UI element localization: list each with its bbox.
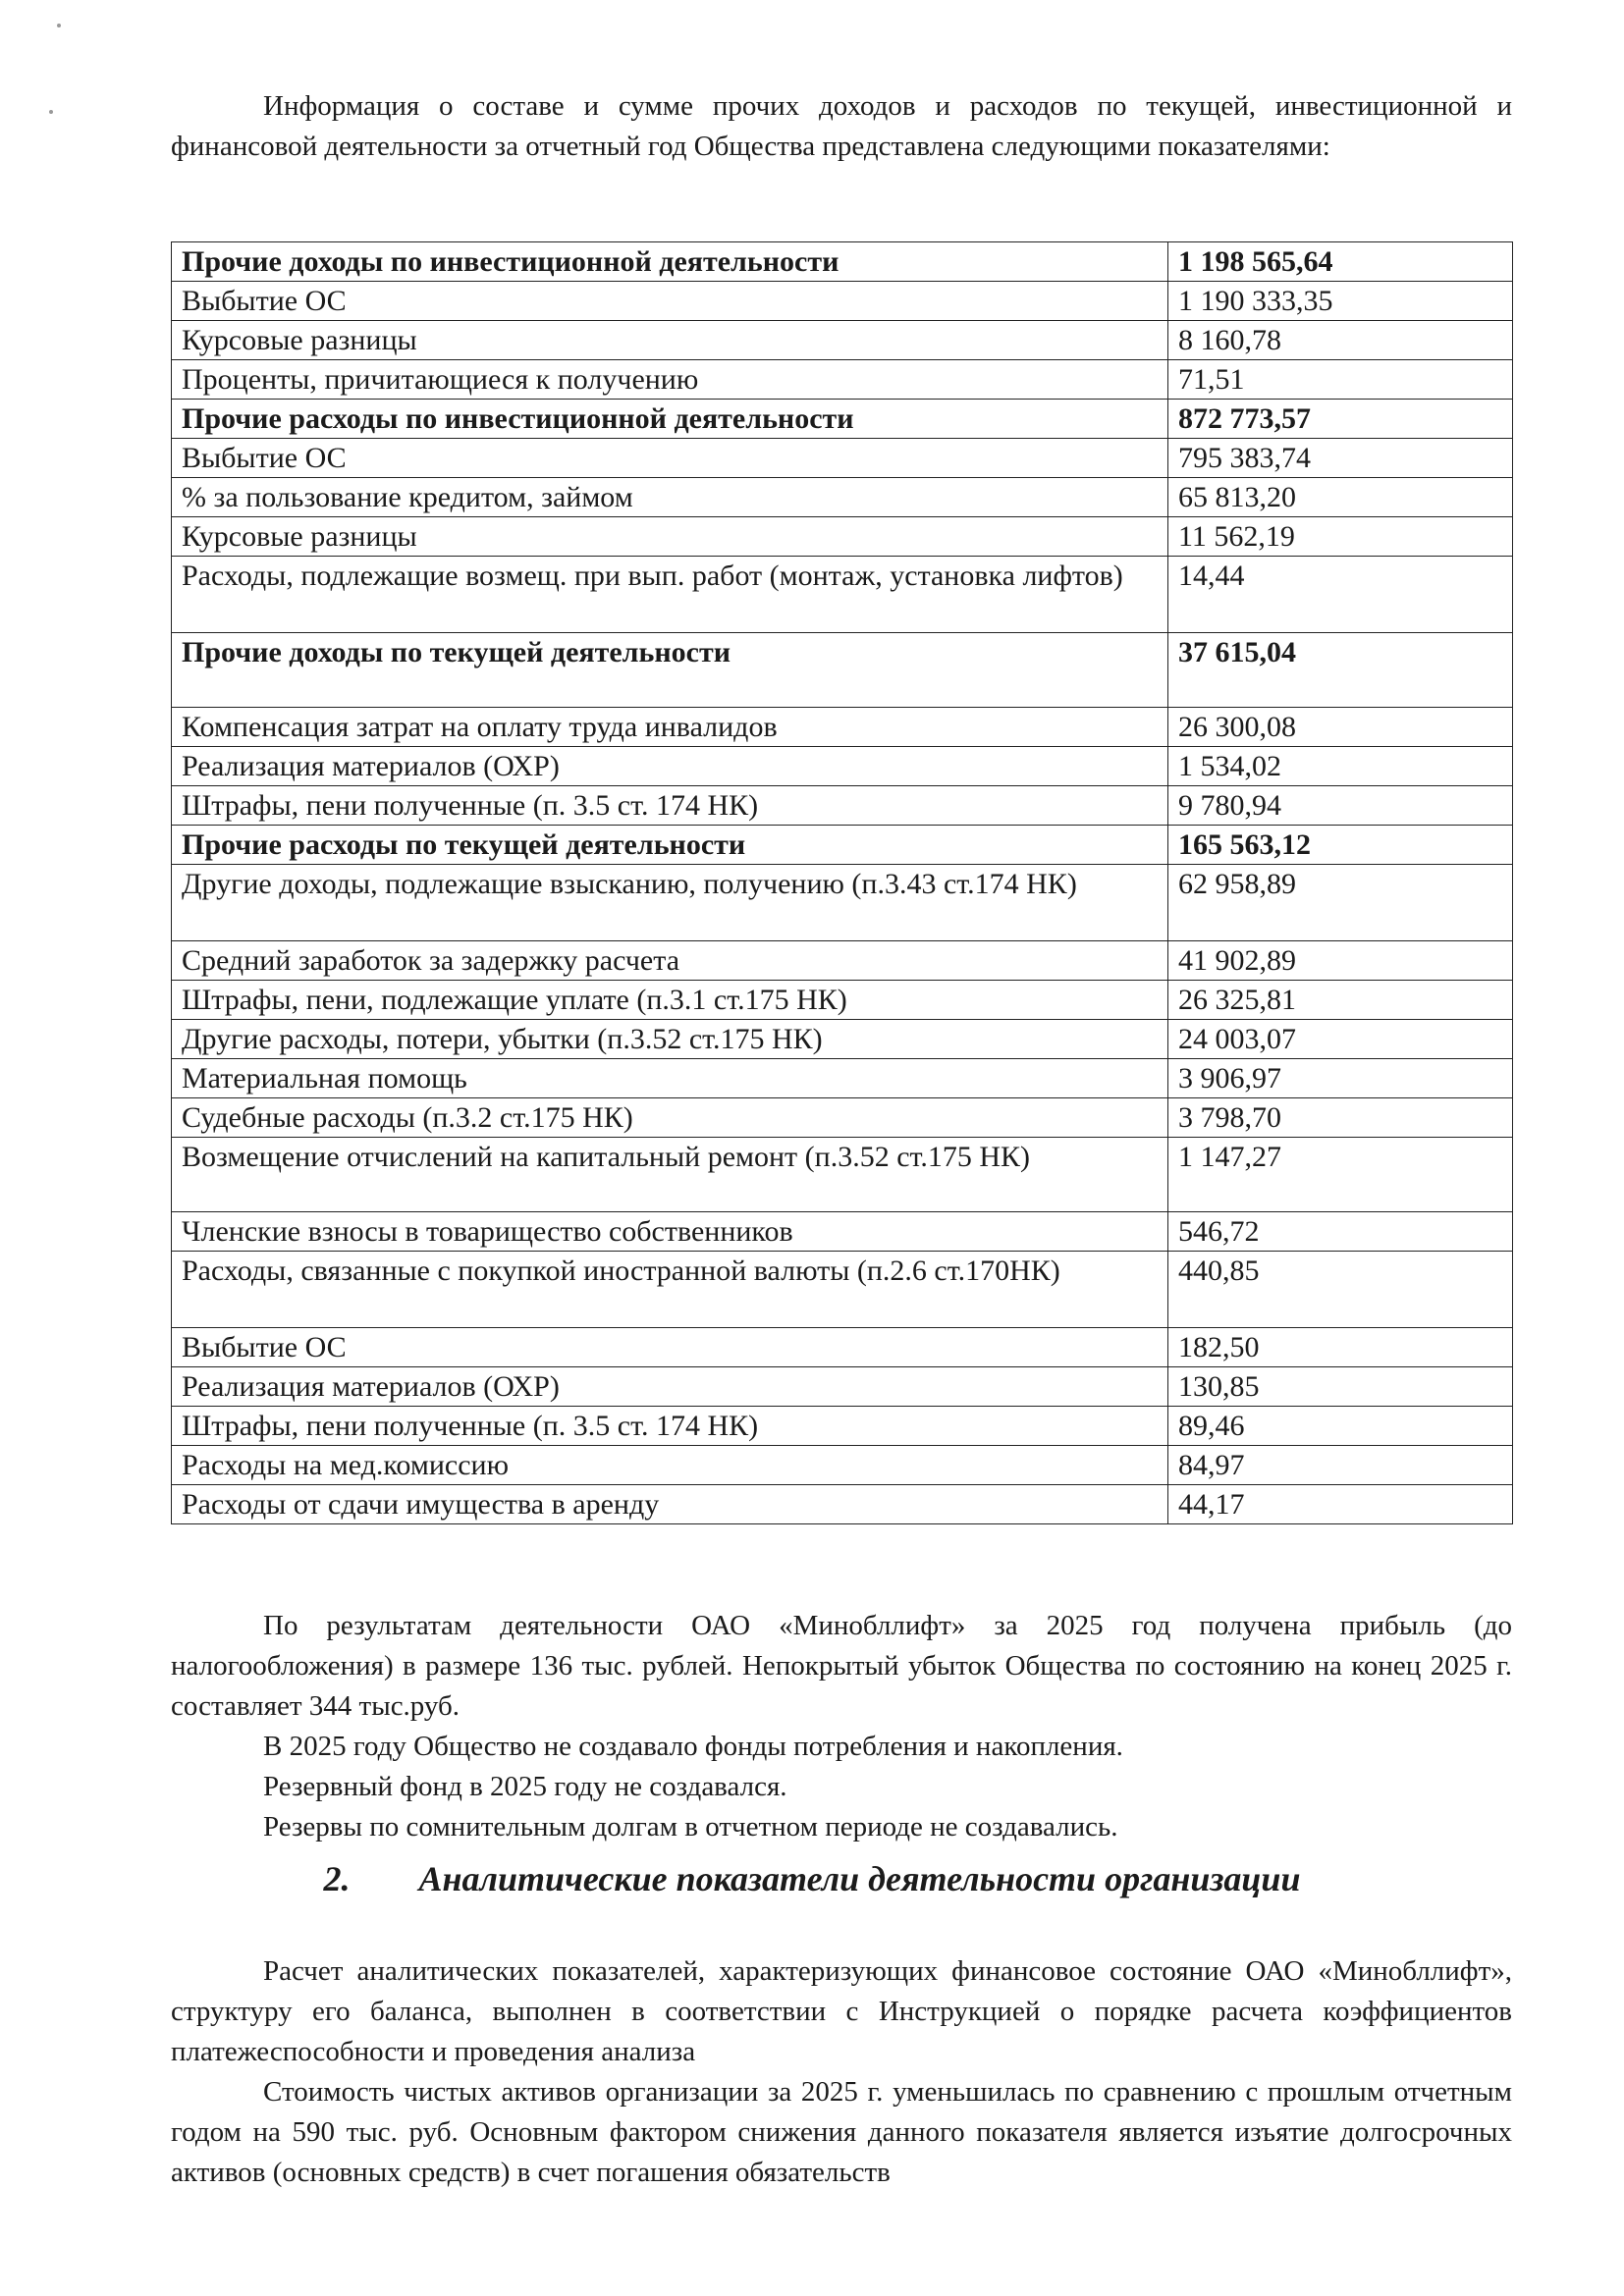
table-row bbox=[172, 747, 1513, 786]
row-label: Реализация материалов (ОХР) bbox=[172, 1367, 1168, 1407]
row-value: 182,50 bbox=[1168, 1328, 1513, 1367]
row-label: Выбытие ОС bbox=[172, 1328, 1168, 1367]
table-row bbox=[172, 400, 1513, 439]
scan-speck bbox=[49, 110, 53, 114]
table-row bbox=[172, 708, 1513, 747]
table-row bbox=[172, 1367, 1513, 1407]
row-value: 84,97 bbox=[1168, 1446, 1513, 1485]
row-value: 3 798,70 bbox=[1168, 1098, 1513, 1138]
row-label: Расходы на мед.комиссию bbox=[172, 1446, 1168, 1485]
income-expense-table bbox=[171, 241, 1513, 1524]
table-row bbox=[172, 1059, 1513, 1098]
row-label: Расходы, связанные с покупкой иностранной валюты (п.2.6 ст.170НК) bbox=[172, 1252, 1168, 1328]
row-value: 1 198 565,64 bbox=[1168, 242, 1513, 282]
section-title: Аналитические показатели деятельности организации bbox=[418, 1859, 1301, 1898]
row-value: 546,72 bbox=[1168, 1212, 1513, 1252]
row-label: Проценты, причитающиеся к получению bbox=[172, 360, 1168, 400]
row-value: 26 325,81 bbox=[1168, 981, 1513, 1020]
row-label: Членские взносы в товарищество собственников bbox=[172, 1212, 1168, 1252]
table-row bbox=[172, 1485, 1513, 1524]
table-row bbox=[172, 1252, 1513, 1328]
table-row bbox=[172, 1020, 1513, 1059]
row-label: Штрафы, пени полученные (п. 3.5 ст. 174 НК) bbox=[172, 1407, 1168, 1446]
row-label: Выбытие ОС bbox=[172, 282, 1168, 321]
reserve-fund-paragraph: Резервный фонд в 2025 году не создавался. bbox=[263, 1771, 787, 1802]
net-assets-paragraph: Стоимость чистых активов организации за 2025 г. уменьшилась по сравнению с прошлым отчетным годом на 590 тыс. руб. Основным фактором снижения данного показателя является изъятие долгосрочных активов (основных средств) в счет погашения обязательств bbox=[171, 2076, 1512, 2188]
table-row bbox=[172, 439, 1513, 478]
table-row bbox=[172, 633, 1513, 708]
row-label: Штрафы, пени, подлежащие уплате (п.3.1 ст.175 НК) bbox=[172, 981, 1168, 1020]
section-heading bbox=[0, 1858, 1624, 1899]
row-value: 26 300,08 bbox=[1168, 708, 1513, 747]
table-row bbox=[172, 242, 1513, 282]
scan-speck bbox=[57, 24, 61, 27]
calculation-paragraph: Расчет аналитических показателей, характеризующих финансовое состояние ОАО «Минобллифт», структуру его баланса, выполнен в соответствии с Инструкцией о порядке расчета коэффициентов платежеспособности и проведения анализа bbox=[171, 1955, 1512, 2067]
row-label: Курсовые разницы bbox=[172, 517, 1168, 557]
row-value: 44,17 bbox=[1168, 1485, 1513, 1524]
row-label: Материальная помощь bbox=[172, 1059, 1168, 1098]
row-value: 14,44 bbox=[1168, 557, 1513, 633]
row-label: Реализация материалов (ОХР) bbox=[172, 747, 1168, 786]
row-value: 9 780,94 bbox=[1168, 786, 1513, 826]
row-value: 1 534,02 bbox=[1168, 747, 1513, 786]
row-value: 37 615,04 bbox=[1168, 633, 1513, 708]
table-row bbox=[172, 360, 1513, 400]
table-row bbox=[172, 282, 1513, 321]
row-label: Прочие доходы по текущей деятельности bbox=[172, 633, 1168, 708]
table-row bbox=[172, 517, 1513, 557]
row-value: 1 147,27 bbox=[1168, 1138, 1513, 1212]
table-row bbox=[172, 1098, 1513, 1138]
row-label: Расходы от сдачи имущества в аренду bbox=[172, 1485, 1168, 1524]
row-label: Курсовые разницы bbox=[172, 321, 1168, 360]
results-text bbox=[171, 1606, 1512, 1847]
table-row bbox=[172, 981, 1513, 1020]
row-value: 71,51 bbox=[1168, 360, 1513, 400]
section-number: 2. bbox=[323, 1859, 351, 1898]
table-row bbox=[172, 1446, 1513, 1485]
row-label: Прочие доходы по инвестиционной деятельности bbox=[172, 242, 1168, 282]
row-label: Другие расходы, потери, убытки (п.3.52 ст.175 НК) bbox=[172, 1020, 1168, 1059]
row-label: Прочие расходы по текущей деятельности bbox=[172, 826, 1168, 865]
table-row bbox=[172, 786, 1513, 826]
table-row bbox=[172, 1138, 1513, 1212]
row-value: 8 160,78 bbox=[1168, 321, 1513, 360]
row-value: 130,85 bbox=[1168, 1367, 1513, 1407]
row-value: 795 383,74 bbox=[1168, 439, 1513, 478]
table-row bbox=[172, 826, 1513, 865]
row-label: Другие доходы, подлежащие взысканию, получению (п.3.43 ст.174 НК) bbox=[172, 865, 1168, 941]
row-value: 872 773,57 bbox=[1168, 400, 1513, 439]
row-label: Средний заработок за задержку расчета bbox=[172, 941, 1168, 981]
row-value: 62 958,89 bbox=[1168, 865, 1513, 941]
row-label: Судебные расходы (п.3.2 ст.175 НК) bbox=[172, 1098, 1168, 1138]
row-label: Компенсация затрат на оплату труда инвалидов bbox=[172, 708, 1168, 747]
table-row bbox=[172, 478, 1513, 517]
funds-paragraph: В 2025 году Общество не создавало фонды потребления и накопления. bbox=[263, 1731, 1123, 1762]
profit-paragraph: По результатам деятельности ОАО «Минобллифт» за 2025 год получена прибыль (до налогообложения) в размере 136 тыс. рублей. Непокрытый убыток Общества по состоянию на конец 2025 г. составляет 344 тыс.руб. bbox=[171, 1610, 1512, 1722]
table-row bbox=[172, 1328, 1513, 1367]
table-row bbox=[172, 557, 1513, 633]
row-label: % за пользование кредитом, займом bbox=[172, 478, 1168, 517]
row-label: Возмещение отчислений на капитальный ремонт (п.3.52 ст.175 НК) bbox=[172, 1138, 1168, 1212]
row-value: 65 813,20 bbox=[1168, 478, 1513, 517]
row-value: 89,46 bbox=[1168, 1407, 1513, 1446]
table-row bbox=[172, 865, 1513, 941]
row-value: 24 003,07 bbox=[1168, 1020, 1513, 1059]
row-value: 1 190 333,35 bbox=[1168, 282, 1513, 321]
row-label: Выбытие ОС bbox=[172, 439, 1168, 478]
row-label: Расходы, подлежащие возмещ. при вып. работ (монтаж, установка лифтов) bbox=[172, 557, 1168, 633]
table-row bbox=[172, 1212, 1513, 1252]
row-value: 41 902,89 bbox=[1168, 941, 1513, 981]
row-value: 11 562,19 bbox=[1168, 517, 1513, 557]
row-label: Штрафы, пени полученные (п. 3.5 ст. 174 НК) bbox=[172, 786, 1168, 826]
table-row bbox=[172, 1407, 1513, 1446]
row-value: 440,85 bbox=[1168, 1252, 1513, 1328]
row-value: 3 906,97 bbox=[1168, 1059, 1513, 1098]
table-row bbox=[172, 941, 1513, 981]
intro-paragraph: Информация о составе и сумме прочих доходов и расходов по текущей, инвестиционной и финансовой деятельности за отчетный год Общества представлена следующими показателями: bbox=[171, 90, 1512, 162]
analysis-text bbox=[171, 1951, 1512, 2193]
row-value: 165 563,12 bbox=[1168, 826, 1513, 865]
row-label: Прочие расходы по инвестиционной деятельности bbox=[172, 400, 1168, 439]
table-row bbox=[172, 321, 1513, 360]
doubtful-debts-paragraph: Резервы по сомнительным долгам в отчетном периоде не создавались. bbox=[263, 1811, 1118, 1842]
